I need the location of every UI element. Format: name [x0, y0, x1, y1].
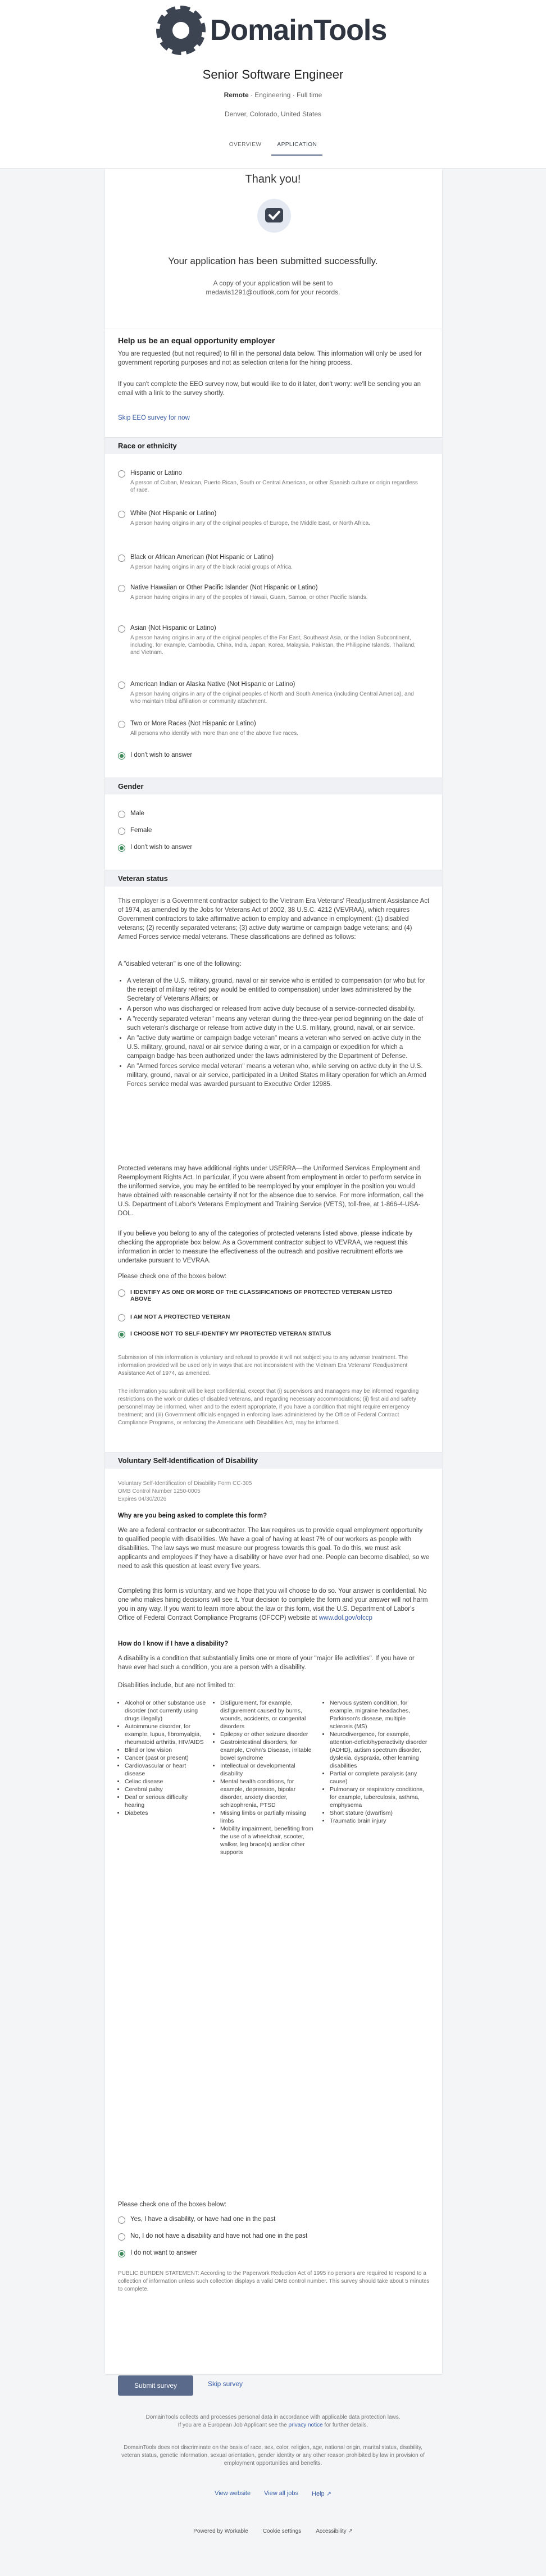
powered-by-workable[interactable]: Powered by Workable	[193, 2528, 248, 2534]
list-item: • Gastrointestinal disorders, for example, Crohn's Disease, irritable bowel syndrome	[220, 1738, 317, 1762]
why-paragraph-1: We are a federal contractor or subcontractor. The law requires us to provide equal employment opportunity to qualified people with disabilities. We have a goal of having at least 7% of our workers as people with disabilities. The law says we must measure our progress towards this goal. To do this, we must ask applicants and employees if they have a disability or have ever had one. People can become disabled, so we need to ask this question at least every five years.	[118, 1527, 430, 1570]
race-title: Race or ethnicity	[118, 442, 177, 450]
radio-button[interactable]	[118, 1314, 125, 1321]
list-item: • Mobility impairment, benefiting from the use of a wheelchair, scooter, walker, leg brace(s) and/or other supports	[220, 1825, 317, 1856]
disability-list-col-3	[323, 1699, 430, 1825]
list-item: • A "recently separated veteran" means any veteran during the three-year period beginning on the date of such veteran's discharge or release from active duty in the U.S. military, ground, naval, or air service.	[127, 1015, 430, 1033]
list-item: • Autoimmune disorder, for example, lupus, fibromyalgia, rheumatoid arthritis, HIV/AIDS	[125, 1723, 208, 1746]
list-item: • Disfigurement, for example, disfigurement caused by burns, wounds, accidents, or congenital disorders	[220, 1699, 317, 1730]
list-item: • Blind or low vision	[125, 1746, 208, 1754]
eeo-later-note: If you can't complete the EEO survey now, but would like to do it later, don't worry: we'll be sending you an email with a link to the survey shortly.	[118, 381, 421, 397]
footer-eeo-statement: DomainTools does not discriminate on the basis of race, sex, color, religion, age, national origin, marital status, disability, veteran status, genetic information, sexual orientation, gender identity or any other reason prohibited by law in provision of employment opportunities and benefits.	[121, 2445, 425, 2466]
veteran-voluntary-note: Submission of this information is voluntary and refusal to provide it will not subject you to any adverse treatment. The information provided will be used only in ways that are not inconsistent with the Vietnam Era Veterans' Readjustment Assistance Act of 1974, as amended.	[118, 1355, 408, 1376]
radio-button-selected[interactable]	[118, 752, 125, 760]
list-item: • Partial or complete paralysis (any cause)	[330, 1770, 430, 1786]
how-paragraph-2: Disabilities include, but are not limited to:	[118, 1682, 235, 1689]
skip-eeo-link[interactable]: Skip EEO survey for now	[118, 415, 190, 421]
radio-button[interactable]	[118, 585, 125, 592]
list-item: • Nervous system condition, for example, migraine headaches, Parkinson's disease, multiple sclerosis (MS)	[330, 1699, 430, 1730]
radio-button-selected[interactable]	[118, 2250, 125, 2257]
why-paragraph-2: Completing this form is voluntary, and we hope that you will choose to do so. Your answer is confidential. No one who makes hiring decisions will see it. Your decision to complete the form and your answer will not harm you in any way. If you want to learn more about the law or this form, visit the U.S. Department of Labor's Office of Federal Contract Compliance Programs (OFCCP) website at www.dol.gov/ofccp	[118, 1588, 428, 1621]
disability-check-prompt: Please check one of the boxes below:	[118, 2201, 227, 2208]
submit-survey-button[interactable]: Submit survey	[118, 2375, 193, 2396]
footer-links	[0, 2490, 546, 2497]
tab-overview[interactable]: OVERVIEW	[229, 142, 262, 148]
view-all-jobs-link[interactable]: View all jobs	[264, 2490, 299, 2497]
disability-form-info: Voluntary Self-Identification of Disability Form CC-305 OMB Control Number 1250-0005 Expires 04/30/2026	[118, 1480, 252, 1502]
list-item: • Epilepsy or other seizure disorder	[220, 1730, 317, 1738]
application-card	[105, 169, 442, 2374]
public-burden-statement: PUBLIC BURDEN STATEMENT: According to the Paperwork Reduction Act of 1995 no persons are required to respond to a collection of information unless such collection displays a valid OMB control number. This survey should take about 5 minutes to complete.	[118, 2270, 430, 2292]
veteran-belief: If you believe you belong to any of the categories of protected veterans listed above, please indicate by checking the appropriate box below. As a Government contractor subject to VEVRAA, we request this information in order to measure the effectiveness of the outreach and positive recruitment efforts we undertake pursuant to VEVRAA.	[118, 1230, 413, 1264]
footer-bottom	[0, 2528, 546, 2534]
list-item: • A person who was discharged or released from active duty because of a service-connected disability.	[127, 1005, 430, 1014]
list-item: • Traumatic brain injury	[330, 1817, 430, 1825]
eeo-title: Help us be an equal opportunity employer	[118, 336, 275, 345]
veteran-userra: Protected veterans may have additional rights under USERRA—the Uniformed Services Employment and Reemployment Rights Act. In particular, if you were absent from employment in order to perform service in the uniformed service, you may be entitled to be reemployed by your employer in the position you would have obtained with reasonable certainty if not for the absence due to service. For more information, call the U.S. Department of Labor's Veterans Employment and Training Service (VETS), toll-free, at 1-866-4-USA-DOL.	[118, 1165, 424, 1217]
radio-button[interactable]	[118, 811, 125, 818]
how-title: How do I know if I have a disability?	[118, 1641, 229, 1647]
privacy-notice-link[interactable]: privacy notice	[288, 2422, 323, 2428]
logo-gear-icon	[160, 9, 202, 52]
skip-survey-link[interactable]: Skip survey	[208, 2380, 243, 2388]
radio-button[interactable]	[118, 682, 125, 689]
help-link[interactable]: Help ↗	[312, 2491, 331, 2497]
how-paragraph-1: A disability is a condition that substantially limits one or more of your "major life activities". If you have or have ever had such a condition, you are a person with a disability.	[118, 1655, 415, 1671]
list-item: • A veteran of the U.S. military, ground, naval or air service who is entitled to compensation (or who but for the receipt of military retired pay would be entitled to compensation) under laws administered by the Secretary of Veterans Affairs; or	[127, 976, 430, 1003]
ofccp-link[interactable]: www.dol.gov/ofccp	[319, 1615, 372, 1621]
veteran-disabled-def: A "disabled veteran" is one of the following:	[118, 961, 242, 967]
radio-button[interactable]	[118, 2233, 125, 2241]
thank-you-heading: Thank you!	[245, 173, 301, 185]
veteran-intro: This employer is a Government contractor subject to the Vietnam Era Veterans' Readjustment Assistance Act of 1974, as amended by the Jobs for Veterans Act of 2002, 38 U.S.C. 4212 (VEVRAA), which requires Government contractors to take affirmative action to employ and advance in employment: (1) disabled veterans; (2) recently separated veterans; (3) active duty wartime or campaign badge veterans; and (4) Armed Forces service medal veterans. These classifications are defined as follows:	[118, 898, 430, 941]
radio-button[interactable]	[118, 470, 125, 478]
job-title: Senior Software Engineer	[202, 67, 344, 81]
list-item: • Intellectual or developmental disability	[220, 1762, 317, 1778]
list-item: • Cancer (past or present)	[125, 1754, 208, 1762]
disability-list-col-2	[213, 1699, 317, 1856]
list-item: • Short stature (dwarfism)	[330, 1809, 430, 1817]
why-title: Why are you being asked to complete this form?	[118, 1512, 267, 1519]
gender-header	[105, 778, 442, 794]
list-item: • Cerebral palsy	[125, 1786, 208, 1793]
copy-note: A copy of your application will be sent to medavis1291@outlook.com for your records.	[206, 279, 340, 296]
job-location: Denver, Colorado, United States	[224, 110, 322, 118]
veteran-title: Veteran status	[118, 874, 168, 883]
disability-title: Voluntary Self-Identification of Disability	[118, 1456, 258, 1465]
job-meta: Remote · Engineering · Full time	[224, 91, 322, 99]
brand-logo[interactable]	[0, 9, 546, 52]
radio-button[interactable]	[118, 828, 125, 835]
view-website-link[interactable]: View website	[215, 2490, 251, 2497]
list-item: • Deaf or serious difficulty hearing	[125, 1793, 208, 1809]
radio-button-selected[interactable]	[118, 1331, 125, 1338]
gender-title: Gender	[118, 782, 144, 790]
radio-button[interactable]	[118, 555, 125, 562]
list-item: • Cardiovascular or heart disease	[125, 1762, 208, 1778]
list-item: • An "active duty wartime or campaign badge veteran" means a veteran who served on active duty in the U.S. military, ground, naval or air service during a war, or in a campaign or expedition for which a campaign badge has been authorized under the laws administered by the Department of Defense.	[127, 1034, 430, 1061]
brand-name: DomainTools	[210, 14, 387, 47]
list-item: • Diabetes	[125, 1809, 208, 1817]
list-item: • Celiac disease	[125, 1778, 208, 1786]
disability-list-col-1	[118, 1699, 208, 1817]
veteran-check-prompt: Please check one of the boxes below:	[118, 1273, 227, 1280]
submitted-message: Your application has been submitted successfully.	[168, 256, 378, 266]
radio-button-selected[interactable]	[118, 844, 125, 852]
accessibility-link[interactable]: Accessibility ↗	[316, 2528, 353, 2534]
list-item: • An "Armed forces service medal veteran" means a veteran who, while serving on active duty in the U.S. military, ground, naval or air service, participated in a United States military operation for which an Armed Forces service medal was awarded pursuant to Executive Order 12985.	[127, 1062, 430, 1089]
job-header	[0, 0, 546, 169]
radio-button[interactable]	[118, 2216, 125, 2224]
success-check-icon	[256, 198, 292, 234]
radio-button[interactable]	[118, 511, 125, 518]
list-item: • Alcohol or other substance use disorder (not currently using drugs illegally)	[125, 1699, 208, 1723]
radio-button[interactable]	[118, 721, 125, 728]
tab-application[interactable]: APPLICATION	[271, 137, 322, 156]
list-item: • Pulmonary or respiratory conditions, for example, tuberculosis, asthma, emphysema	[330, 1786, 430, 1809]
veteran-definitions	[118, 976, 430, 1090]
radio-button[interactable]	[118, 625, 125, 633]
list-item: • Missing limbs or partially missing limbs	[220, 1809, 317, 1825]
list-item: • Mental health conditions, for example, depression, bipolar disorder, anxiety disorder, schizophrenia, PTSD	[220, 1778, 317, 1809]
eeo-intro: You are requested (but not required) to fill in the personal data below. This information will only be used for government reporting purposes and not as selection criteria for the hiring process.	[118, 351, 422, 366]
veteran-confidential-note: The information you submit will be kept confidential, except that (i) supervisors and managers may be informed regarding restrictions on the work or duties of disabled veterans, and regarding necessary accommodations; (ii) first aid and safety personnel may be informed, when and to the extent appropriate, if you have a condition that might require emergency treatment; and (iii) Government officials engaged in enforcing laws administered by the Office of Federal Contract Compliance Programs, or enforcing the Americans with Disabilities Act, may be informed.	[118, 1388, 419, 1426]
job-tabs	[0, 137, 546, 156]
footer-privacy: DomainTools collects and processes personal data in accordance with applicable data protection laws. If you are a European Job Applicant see the privacy notice for further details.	[145, 2414, 401, 2428]
cookie-settings-link[interactable]: Cookie settings	[262, 2528, 302, 2534]
radio-button[interactable]	[118, 1289, 125, 1297]
list-item: • Neurodivergence, for example, attention-deficit/hyperactivity disorder (ADHD), autism spectrum disorder, dyslexia, dyspraxia, other learning disabilities	[330, 1730, 430, 1770]
